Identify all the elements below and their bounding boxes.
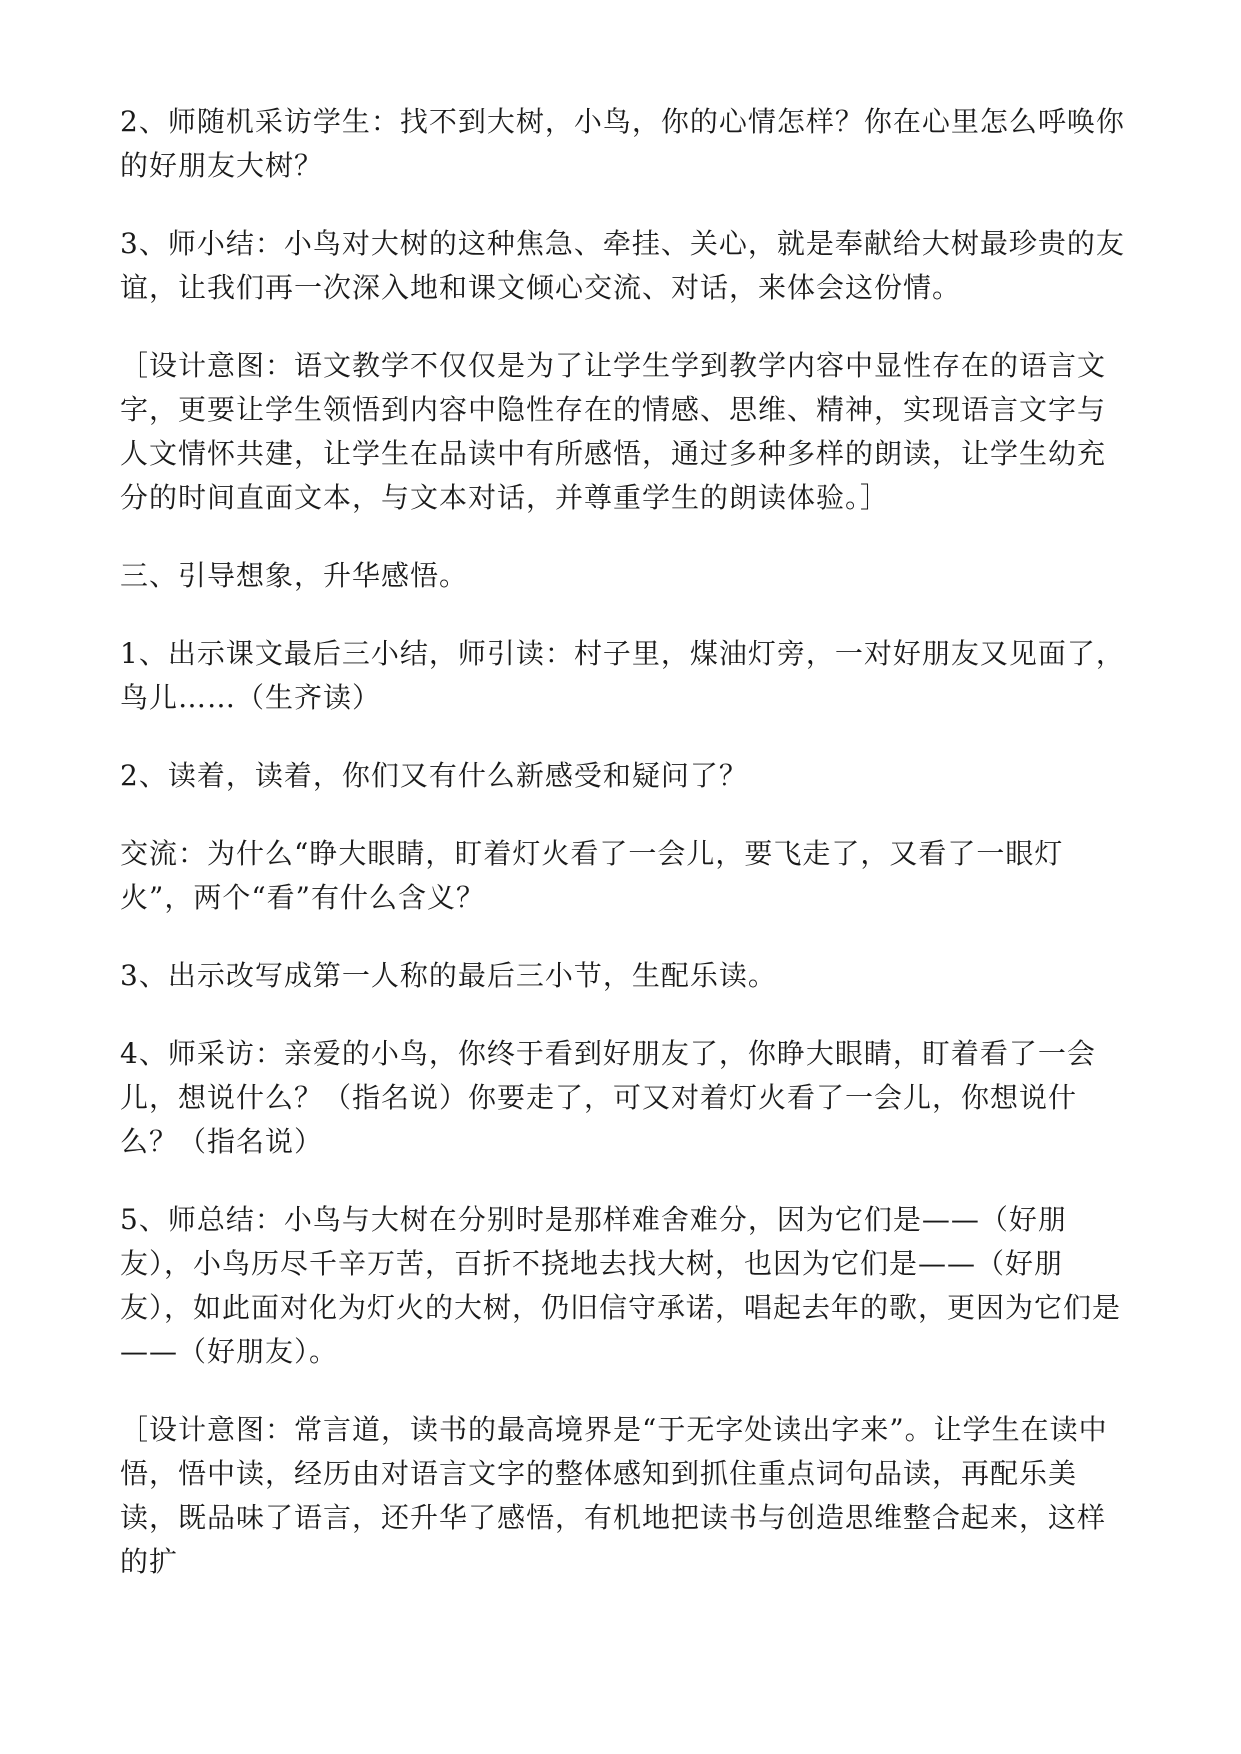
document-page: [120, 100, 1130, 1618]
paragraph-design-intent-2: ［设计意图：常言道，读书的最高境界是“于无字处读出字来”。让学生在读中悟，悟中读，经历由对语言文字的整体感知到抓住重点词句品读，再配乐美读，既品味了语言，还升华了感悟，有机地把读书与创造思维整合起来，这样的扩: [120, 1413, 1108, 1578]
paragraph-teacher-conclusion: 5、师总结：小鸟与大树在分别时是那样难舍难分，因为它们是——（好朋友），小鸟历尽千辛万苦，百折不挠地去找大树，也因为它们是——（好朋友），如此面对化为灯火的大树，仍旧信守承诺，唱起去年的歌，更因为它们是——（好朋友）。: [120, 1203, 1122, 1368]
paragraph-discussion: 交流：为什么“睁大眼睛，盯着灯火看了一会儿，要飞走了，又看了一眼灯火”，两个“看”有什么含义？: [120, 837, 1064, 914]
paragraph-design-intent-1: ［设计意图：语文教学不仅仅是为了让学生学到教学内容中显性存在的语言文字，更要让学生领悟到内容中隐性存在的情感、思维、精神，实现语言文字与人文情怀共建，让学生在品读中有所感悟，通过多种多样的朗读，让学生幼充分的时间直面文本，与文本对话，并尊重学生的朗读体验。］: [120, 349, 1107, 514]
section-heading-three: 三、引导想象，升华感悟。: [120, 559, 469, 592]
paragraph-show-last-sections: 1、出示课文最后三小结，师引读：村子里，煤油灯旁，一对好朋友又见面了，鸟儿……（生齐读）: [120, 637, 1125, 714]
paragraph-reading-questions: 2、读着，读着，你们又有什么新感受和疑问了？: [120, 759, 748, 792]
paragraph-interview-students: 2、师随机采访学生：找不到大树，小鸟，你的心情怎样？你在心里怎么呼唤你的好朋友大树？: [120, 105, 1125, 182]
paragraph-teacher-summary: 3、师小结：小鸟对大树的这种焦急、牵挂、关心，就是奉献给大树最珍贵的友谊，让我们再一次深入地和课文倾心交流、对话，来体会这份情。: [120, 227, 1125, 304]
paragraph-teacher-interview: 4、师采访：亲爱的小鸟，你终于看到好朋友了，你睁大眼睛，盯着看了一会儿，想说什么？（指名说）你要走了，可又对着灯火看了一会儿，你想说什么？（指名说）: [120, 1037, 1096, 1158]
paragraph-first-person-reading: 3、出示改写成第一人称的最后三小节，生配乐读。: [120, 959, 777, 992]
